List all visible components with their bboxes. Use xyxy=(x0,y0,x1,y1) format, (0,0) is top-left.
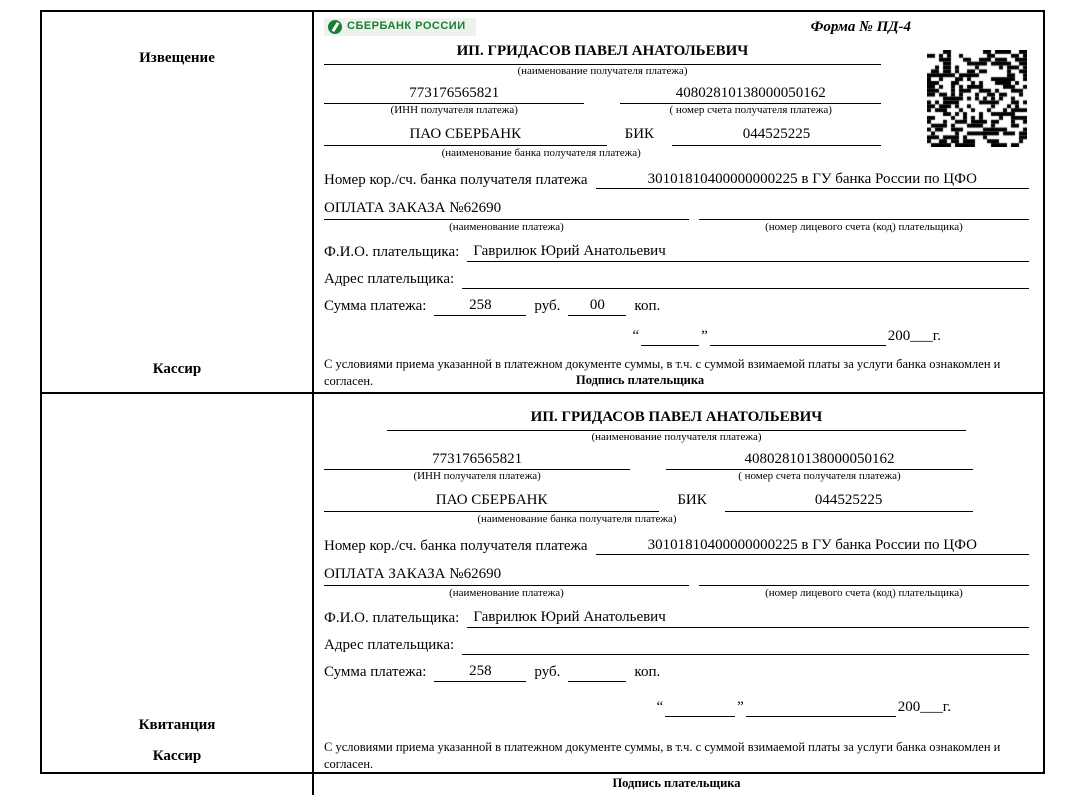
quote-close: ” xyxy=(701,328,708,344)
year-label: 200___г. xyxy=(897,699,951,716)
corr-account-row xyxy=(324,536,1029,556)
signature-label: Подпись плательщика xyxy=(612,775,741,790)
bik-label: БИК xyxy=(677,492,707,509)
corr-account-row xyxy=(324,170,1029,190)
payee-name: ИП. ГРИДАСОВ ПАВЕЛ АНАТОЛЬЕВИЧ xyxy=(387,408,965,431)
purpose-value: ОПЛАТА ЗАКАЗА №62690 xyxy=(324,565,689,586)
payer-fio-label: Ф.И.О. плательщика: xyxy=(324,610,460,627)
sberbank-logo-text: СБЕРБАНК РОССИИ xyxy=(347,20,466,33)
account-caption: ( номер счета получателя платежа) xyxy=(738,470,901,483)
purpose-value: ОПЛАТА ЗАКАЗА №62690 xyxy=(324,199,689,220)
payer-address-label: Адрес плательщика: xyxy=(324,637,455,654)
purpose-caption: (наименование платежа) xyxy=(449,221,564,233)
terms-text: С условиями приема указанной в платежном документе суммы, в т.ч. с суммой взимаемой платы за услуги банка ознакомлен и согласен. xyxy=(324,739,1001,771)
payer-fio-value: Гаврилюк Юрий Анатольевич xyxy=(467,242,1029,262)
date-day-blank xyxy=(641,327,699,346)
bik-label: БИК xyxy=(624,126,655,142)
notice-body xyxy=(314,12,1043,392)
purpose-row xyxy=(324,199,1029,220)
bank-name: ПАО СБЕРБАНК xyxy=(324,125,607,146)
bank-caption: (наименование банка получателя платежа) xyxy=(477,512,677,525)
kop-label: коп. xyxy=(634,664,661,681)
rub-label: руб. xyxy=(534,664,561,681)
qr-code xyxy=(927,50,1027,147)
payer-address-value xyxy=(462,635,1029,655)
payer-fio-row xyxy=(324,608,1029,628)
personal-account-caption: (номер лицевого счета (код) плательщика) xyxy=(765,587,963,600)
signature-label: Подпись плательщика xyxy=(576,372,705,387)
date-month-blank xyxy=(710,327,886,346)
receipt-left-column xyxy=(42,394,314,795)
payee-caption: (наименование получателя платежа) xyxy=(591,430,762,443)
sum-label: Сумма платежа: xyxy=(324,664,427,681)
form-number: Форма № ПД-4 xyxy=(810,19,911,35)
quote-open: “ xyxy=(656,699,664,716)
account-value: 40802810138000050162 xyxy=(666,450,972,471)
inn-value: 773176565821 xyxy=(324,450,630,471)
inn-caption: (ИНН получателя платежа) xyxy=(390,104,518,117)
cashier-label: Кассир xyxy=(152,748,202,765)
personal-account-caption: (номер лицевого счета (код) плательщика) xyxy=(765,221,963,233)
notice-section xyxy=(42,12,1043,394)
purpose-caption: (наименование платежа) xyxy=(449,587,564,600)
payee-caption: (наименование получателя платежа) xyxy=(517,64,688,77)
payer-address-label: Адрес плательщика: xyxy=(324,271,455,287)
sum-kop-value xyxy=(568,662,626,682)
account-caption: ( номер счета получателя платежа) xyxy=(669,104,832,117)
corr-label: Номер кор./сч. банка получателя платежа xyxy=(324,537,588,554)
date-row xyxy=(324,698,951,717)
sum-row xyxy=(324,296,1029,316)
receipt-body xyxy=(314,394,1043,795)
bank-row xyxy=(324,125,881,146)
date-day-blank xyxy=(665,698,735,717)
quote-close: ” xyxy=(737,699,744,716)
purpose-row xyxy=(324,565,1029,586)
personal-account-blank xyxy=(699,200,1029,220)
inn-value: 773176565821 xyxy=(324,84,584,105)
terms-text: С условиями приема указанной в платежном документе суммы, в т.ч. с суммой взимаемой платы за услуги банка ознакомлен и согласен. xyxy=(324,356,1001,388)
cashier-label: Кассир xyxy=(152,361,202,378)
payer-address-row xyxy=(324,269,1029,289)
sum-row xyxy=(324,662,1029,682)
bik-value: 044525225 xyxy=(672,125,881,146)
notice-label: Извещение xyxy=(139,50,215,66)
payee-name: ИП. ГРИДАСОВ ПАВЕЛ АНАТОЛЬЕВИЧ xyxy=(324,42,881,65)
corr-value: 30101810400000000225 в ГУ банка России по ЦФО xyxy=(596,536,1029,556)
sberbank-logo-icon xyxy=(328,20,342,34)
payer-address-row xyxy=(324,635,1029,655)
payer-address-value xyxy=(462,269,1029,289)
sum-rub-value: 258 xyxy=(434,296,526,316)
inn-account-row xyxy=(324,84,881,119)
bank-caption: (наименование банка получателя платежа) xyxy=(441,146,641,159)
receipt-section xyxy=(42,394,1043,795)
date-month-blank xyxy=(746,698,896,717)
purpose-captions xyxy=(324,587,1029,601)
purpose-captions xyxy=(324,221,1029,235)
sum-kop-value: 00 xyxy=(568,296,626,316)
payer-fio-row xyxy=(324,242,1029,262)
year-label: 200___г. xyxy=(887,328,941,344)
sum-label: Сумма платежа: xyxy=(324,298,427,314)
date-row xyxy=(324,327,941,346)
kop-label: коп. xyxy=(634,298,661,314)
quote-open: “ xyxy=(632,328,640,344)
rub-label: руб. xyxy=(534,298,561,314)
inn-account-row xyxy=(324,450,973,485)
corr-label: Номер кор./сч. банка получателя платежа xyxy=(324,171,588,188)
personal-account-blank xyxy=(699,566,1029,586)
corr-value: 30101810400000000225 в ГУ банка России по ЦФО xyxy=(596,170,1029,190)
payment-form-pd4 xyxy=(40,10,1045,790)
bank-name: ПАО СБЕРБАНК xyxy=(324,491,659,512)
notice-header-row xyxy=(324,18,1029,42)
payer-fio-label: Ф.И.О. плательщика: xyxy=(324,244,460,260)
receipt-label: Квитанция xyxy=(138,717,216,734)
payer-fio-value: Гаврилюк Юрий Анатольевич xyxy=(467,608,1029,628)
sberbank-logo xyxy=(324,18,476,36)
inn-caption: (ИНН получателя платежа) xyxy=(413,470,541,483)
account-value: 40802810138000050162 xyxy=(620,84,880,105)
sum-rub-value: 258 xyxy=(434,662,526,682)
bik-value: 044525225 xyxy=(725,491,973,512)
bank-row xyxy=(324,491,973,512)
notice-left-column xyxy=(42,12,314,392)
